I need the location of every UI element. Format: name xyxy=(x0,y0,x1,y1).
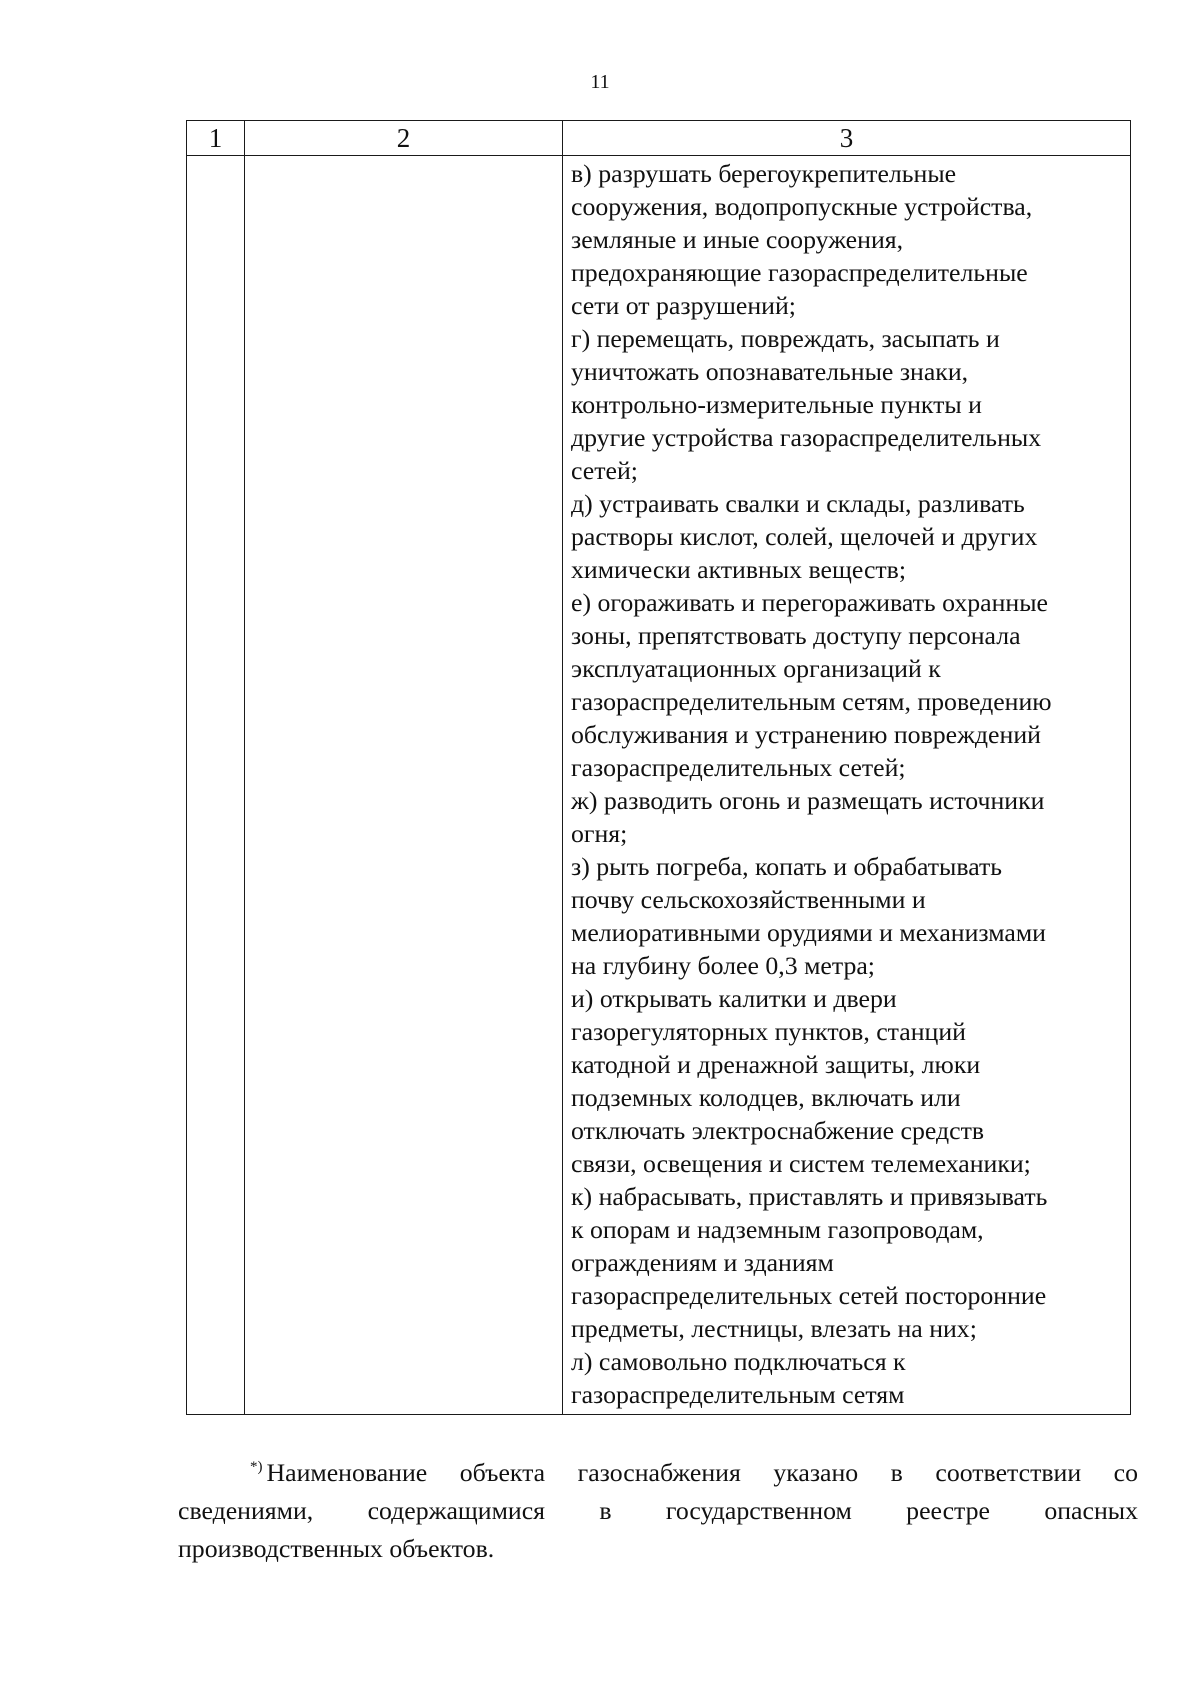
list-item: з) рыть погреба, копать и обрабатывать xyxy=(571,852,1003,881)
list-item: мелиоративными орудиями и механизмами xyxy=(571,918,1046,947)
list-item: на глубину более 0,3 метра; xyxy=(571,951,875,980)
list-item: предметы, лестницы, влезать на них; xyxy=(571,1314,977,1343)
list-item: газораспределительным сетям xyxy=(571,1380,905,1409)
list-item: катодной и дренажной защиты, люки xyxy=(571,1050,981,1079)
list-item: уничтожать опознавательные знаки, xyxy=(571,357,969,386)
cell-col-2 xyxy=(245,156,563,1415)
requirements-table xyxy=(186,120,1131,1415)
list-item: в) разрушать берегоукрепительные xyxy=(571,159,957,188)
list-item: газораспределительных сетей посторонние xyxy=(571,1281,1047,1310)
cell-col-3 xyxy=(563,156,1131,1415)
list-item: газораспределительным сетям, проведению xyxy=(571,687,1052,716)
column-header-2: 2 xyxy=(245,121,563,156)
list-item: химически активных веществ; xyxy=(571,555,907,584)
list-item: сооружения, водопропускные устройства, xyxy=(571,192,1033,221)
list-item: земляные и иные сооружения, xyxy=(571,225,904,254)
list-item: д) устраивать свалки и склады, разливать xyxy=(571,489,1025,518)
list-item: предохраняющие газораспределительные xyxy=(571,258,1028,287)
list-item: г) перемещать, повреждать, засыпать и xyxy=(571,324,1000,353)
footnote-text-1: Наименование объекта газоснабжения указано в соответствии со xyxy=(266,1458,1138,1487)
list-item: газораспределительных сетей; xyxy=(571,753,906,782)
footnote-line-2: сведениями, содержащимися в государственном реестре опасных xyxy=(178,1496,1138,1525)
list-item: к опорам и надземным газопроводам, xyxy=(571,1215,984,1244)
list-item: почву сельскохозяйственными и xyxy=(571,885,926,914)
footnote-line-3: производственных объектов. xyxy=(178,1534,495,1563)
list-item: огня; xyxy=(571,819,628,848)
list-item: ж) разводить огонь и размещать источники xyxy=(571,786,1045,815)
list-item: сети от разрушений; xyxy=(571,291,796,320)
column-header-1: 1 xyxy=(187,121,245,156)
list-item: ограждениям и зданиям xyxy=(571,1248,834,1277)
cell-col-1 xyxy=(187,156,245,1415)
table-row xyxy=(187,156,1131,1415)
list-item: сетей; xyxy=(571,456,638,485)
list-item: отключать электроснабжение средств xyxy=(571,1116,985,1145)
list-item: подземных колодцев, включать или xyxy=(571,1083,961,1112)
list-item: эксплуатационных организаций к xyxy=(571,654,941,683)
list-item: обслуживания и устранению повреждений xyxy=(571,720,1041,749)
table-header-row xyxy=(187,121,1131,156)
footnote xyxy=(178,1454,1138,1568)
list-item: контрольно-измерительные пункты и xyxy=(571,390,982,419)
list-item: л) самовольно подключаться к xyxy=(571,1347,906,1376)
list-item: связи, освещения и систем телемеханики; xyxy=(571,1149,1031,1178)
footnote-mark: *) xyxy=(250,1459,263,1476)
list-item: к) набрасывать, приставлять и привязывать xyxy=(571,1182,1048,1211)
list-item: другие устройства газораспределительных xyxy=(571,423,1042,452)
column-header-3: 3 xyxy=(563,121,1131,156)
list-item: зоны, препятствовать доступу персонала xyxy=(571,621,1021,650)
page-number: 11 xyxy=(590,71,610,93)
list-item: е) огораживать и перегораживать охранные xyxy=(571,588,1048,617)
list-item: растворы кислот, солей, щелочей и других xyxy=(571,522,1038,551)
footnote-line-1 xyxy=(178,1454,1138,1492)
list-item: газорегуляторных пунктов, станций xyxy=(571,1017,966,1046)
list-item: и) открывать калитки и двери xyxy=(571,984,897,1013)
prohibitions-list xyxy=(571,157,1130,1411)
